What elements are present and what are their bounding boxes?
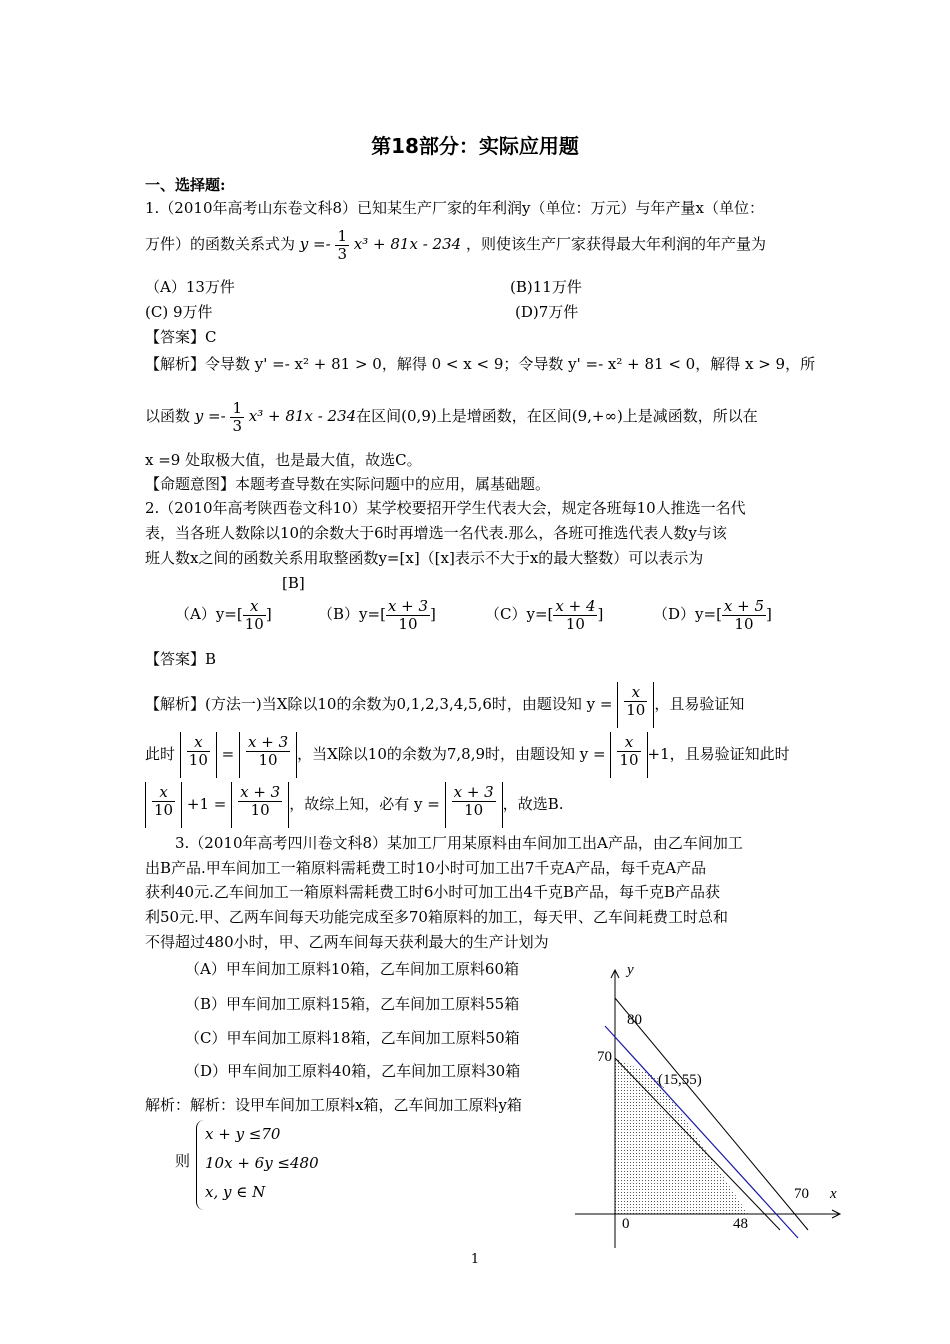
graph-point-label: (15,55)	[658, 1072, 702, 1088]
system-eq1: x + y ≤70	[205, 1125, 281, 1143]
feasible-region-graph	[570, 958, 850, 1258]
q1-option-b: (B)11万件	[510, 278, 582, 296]
q2-line1: 2.（2010年高考陕西卷文科10）某学校要招开学生代表大会，规定各班每10人推选一名代	[145, 499, 746, 517]
q2-analysis2: 此时 $\frac{x}{10}$ = $\frac{x + 3}{10}$ ，当X除以10的余数为7,8,9时，由题设知 y = $\frac{x}{10}$ +1，且易验证知此时	[145, 732, 790, 778]
q1-option-a: （A）13万件	[145, 278, 235, 296]
section-heading: 一、选择题:	[145, 176, 226, 194]
graph-x-label: x	[830, 1186, 837, 1202]
page-number: 1	[470, 1252, 480, 1267]
q1-analysis3: x =9 处取极大值，也是最大值，故选C。	[145, 451, 422, 469]
system-eq3: x, y ∈ N	[205, 1183, 266, 1201]
q2-option-b: （B）y=[ $\frac{x + 3}{10}$ ]	[318, 597, 436, 633]
q1-option-c: (C) 9万件	[145, 303, 213, 321]
q2-analysis3: $\frac{x}{10}$ +1 = $\frac{x + 3}{10}$ ，故综上知，必有 y = $\frac{x + 3}{10}$ ，故选B.	[145, 782, 564, 828]
q1-formula-y: y =-	[299, 235, 331, 253]
q3-option-b: （B）甲车间加工原料15箱，乙车间加工原料55箱	[185, 995, 520, 1013]
q3-option-c: （C）甲车间加工原料18箱，乙车间加工原料50箱	[185, 1029, 520, 1047]
q1-intent: 【命题意图】本题考查导数在实际问题中的应用，属基础题。	[145, 475, 551, 493]
q3-line3: 获利40元.乙车间加工一箱原料需耗费工时6小时可加工出4千克B产品，每千克B产品获	[145, 883, 720, 901]
q2-answer: 【答案】B	[145, 650, 217, 668]
q2-option-a: （A）y=[ $\frac{x}{10}$ ]	[175, 597, 272, 633]
q2-analysis1: 【解析】(方法一)当X除以10的余数为0,1,2,3,4,5,6时，由题设知 y = $\frac{x}{10}$ ，且易验证知	[145, 682, 744, 728]
q3-line1: 3.（2010年高考四川卷文科8）某加工厂用某原料由车间加工出A产品，由乙车间加工	[175, 834, 743, 852]
q3-then: 则	[175, 1152, 191, 1170]
q3-line2: 出B产品.甲车间加工一箱原料需耗费工时10小时可加工出7千克A产品，每千克A产品	[145, 859, 707, 877]
q2-answer-bracket: [B]	[282, 574, 305, 592]
q1-answer: 【答案】C	[145, 328, 217, 346]
q1-line2-post: ，则使该生产厂家获得最大年利润的年产量为	[465, 235, 766, 253]
q3-line4: 利50元.甲、乙两车间每天功能完成至多70箱原料的加工，每天甲、乙车间耗费工时总和	[145, 908, 728, 926]
graph-x48: 48	[733, 1216, 748, 1232]
q3-line5: 不得超过480小时，甲、乙两车间每天获利最大的生产计划为	[145, 933, 549, 951]
q3-analysis: 解析：解析：设甲车间加工原料x箱，乙车间加工原料y箱	[145, 1096, 522, 1114]
system-eq2: 10x + 6y ≤480	[205, 1154, 319, 1172]
q1-fraction: $\frac{1}{3}$	[337, 227, 348, 263]
graph-x70: 70	[794, 1186, 809, 1202]
graph-origin: 0	[622, 1216, 630, 1232]
graph-y-label: y	[627, 962, 634, 978]
q1-analysis2: 以函数 y =- $\frac{1}{3}$ x³ + 81x - 234在区间(0,9)上是增函数，在区间(9,+∞)上是减函数，所以在	[145, 399, 758, 435]
q1-line2-text: 万件）的函数关系式为	[145, 235, 296, 253]
q2-option-d: （D）y=[ $\frac{x + 5}{10}$ ]	[653, 597, 772, 633]
graph-y70: 70	[597, 1049, 612, 1065]
q1-formula-rest: x³ + 81x - 234	[353, 235, 462, 253]
q1-line1: 1.（2010年高考山东卷文科8）已知某生产厂家的年利润y（单位：万元）与年产量x（单位：	[145, 199, 764, 217]
graph-y80: 80	[627, 1012, 642, 1028]
q3-option-a: （A）甲车间加工原料10箱，乙车间加工原料60箱	[185, 960, 520, 978]
q1-analysis1: 【解析】令导数 y' =- x² + 81 > 0，解得 0 < x < 9；令导数 y' =- x² + 81 < 0，解得 x > 9，所	[145, 355, 816, 373]
q1-line2	[145, 228, 766, 262]
q1-option-d: (D)7万件	[515, 303, 579, 321]
page-title: 第18部分：实际应用题	[371, 134, 579, 158]
q2-line3: 班人数x之间的函数关系用取整函数y=[x]（[x]表示不大于x的最大整数）可以表示为	[145, 549, 704, 567]
q3-option-d: （D）甲车间加工原料40箱，乙车间加工原料30箱	[185, 1062, 521, 1080]
q2-line2: 表，当各班人数除以10的余数大于6时再增选一名代表.那么，各班可推选代表人数y与该	[145, 524, 727, 542]
q2-option-c: （C）y=[ $\frac{x + 4}{10}$ ]	[485, 597, 604, 633]
